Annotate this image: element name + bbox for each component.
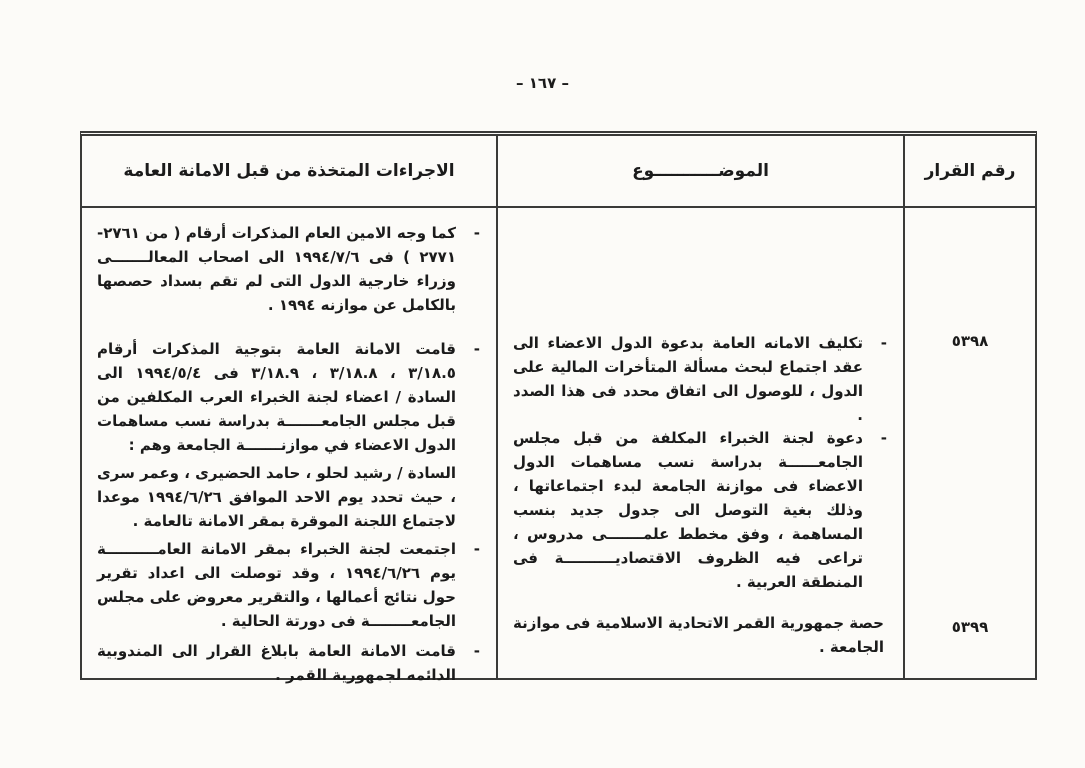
procedures-paragraph — [97, 537, 483, 633]
procedures-paragraph-text: اجتمعت لجنة الخبراء بمقر الامانة العامــــــــــة يوم ١٩٩٤/٦/٢٦ ، وقد توصلت الى اعداد تقرير حول نتائج أعمالها ، والتقرير معروض على مجلس الجامعــــــــة فى دورتة الحالية . — [97, 540, 456, 630]
header-cell-subject — [496, 136, 903, 206]
procedures-paragraph-text: كما وجه الامين العام المذكرات أرقام ( من ٢٧٦١- ٢٧٧١ ) فى ١٩٩٤/٧/٦ الى اصحاب المعالـــــــى وزراء خارجية الدول التى لم تقم بسداد حصصها بالكامل عن موازنه ١٩٩٤ . — [97, 224, 456, 314]
subject-paragraph — [498, 331, 903, 427]
procedures-paragraph-text: قامت الامانة العامة بتوجية المذكرات أرقام ٣/١٨.٥ ، ٣/١٨.٨ ، ٣/١٨.٩ فى ١٩٩٤/٥/٤ الى السادة / اعضاء لجنة الخبراء العرب المكلفين من قبل مجلس الجامعـــــــة بدراسة نسب مساهمات الدول الاعضاء في موازنـــــــة الجامعة وهم : — [97, 340, 456, 454]
bullet-dash: - — [880, 429, 887, 447]
header-cell-decision-number — [903, 136, 1035, 206]
header-cell-procedures — [82, 136, 496, 206]
procedures-paragraph — [97, 337, 483, 457]
column-subject — [496, 208, 903, 678]
decisions-table — [80, 131, 1037, 684]
column-procedures — [82, 208, 496, 684]
page-number: – ١٦٧ – — [516, 74, 569, 92]
header-label-decision-number: رقم القرار — [924, 161, 1016, 181]
bullet-dash: - — [473, 224, 480, 242]
subject-paragraph-text: دعوة لجنة الخبراء المكلفة من قبل مجلس الجامعــــــة بدراسة نسب مساهمات الدول الاعضاء فى موازنة الجامعة لبدء اجتماعاتها ، وذلك بغية التوصل الى جدول جديد بنسب المساهمة ، وفق مخطط علمـــــــى مدروس ، تراعى فيه الظروف الاقتصاديــــــــــة فى المنطقة العربية . — [513, 429, 863, 591]
bullet-dash: - — [473, 540, 480, 558]
decision-number-5398: ٥٣٩٨ — [951, 332, 989, 350]
procedures-paragraph — [97, 639, 483, 687]
procedures-paragraph-text: قامت الامانة العامة بابلاغ القرار الى المندوبية الدائمه لجمهورية القمر . — [97, 642, 456, 684]
table-header-row — [82, 136, 1035, 208]
subject-paragraph — [498, 611, 903, 659]
bullet-dash: - — [473, 642, 480, 660]
header-label-subject: الموضـــــــــــوع — [632, 161, 769, 181]
subject-paragraph — [498, 426, 903, 594]
subject-paragraph-text: حصة جمهورية القمر الاتحادية الاسلامية فى موازنة الجامعة . — [513, 614, 884, 656]
table-body — [82, 208, 1035, 684]
bullet-dash: - — [880, 334, 887, 352]
subject-paragraph-text: تكليف الامانه العامة بدعوة الدول الاعضاء الى عقد اجتماع لبحث مسألة المتأخرات المالية على الدول ، للوصول الى اتفاق محدد فى هذا الصدد . — [513, 334, 863, 424]
decision-number-5399: ٥٣٩٩ — [951, 618, 989, 636]
column-decision-numbers — [903, 208, 1035, 678]
header-label-procedures: الاجراءات المتخذة من قبل الامانة العامة — [123, 161, 455, 181]
procedures-paragraph-text: السادة / رشيد لحلو ، حامد الحضيرى ، وعمر سرى ، حيث تحدد يوم الاحد الموافق ١٩٩٤/٦/٢٦ موعدا لاجتماع اللجنة الموقرة بمقر الامانة تالعامة . — [97, 464, 456, 530]
procedures-paragraph — [97, 221, 483, 317]
procedures-paragraph — [97, 461, 483, 533]
bullet-dash: - — [473, 340, 480, 358]
